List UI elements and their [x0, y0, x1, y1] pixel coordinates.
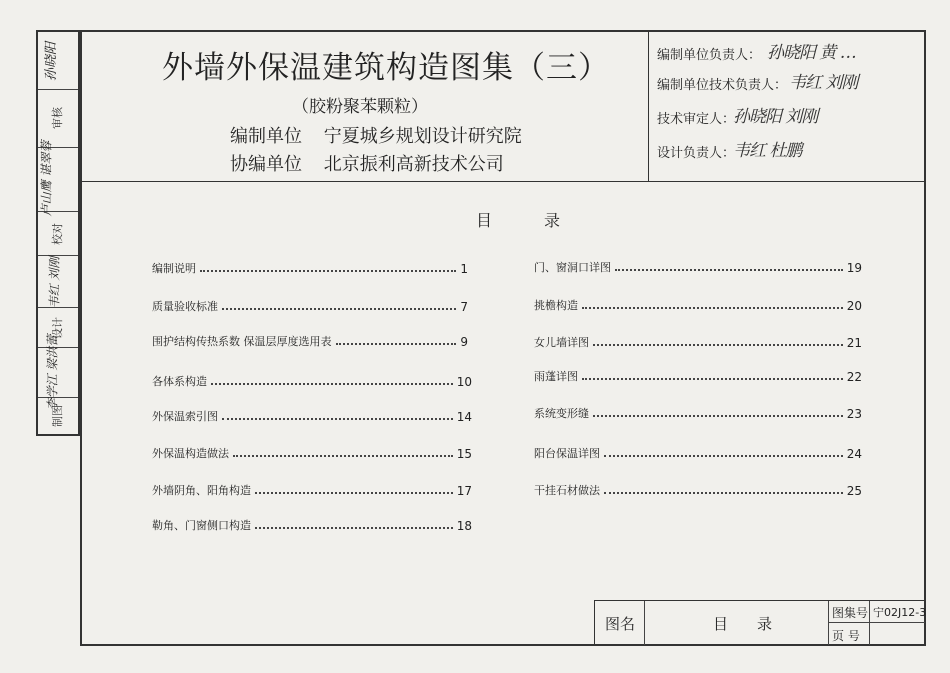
- signature-strip: [36, 30, 80, 436]
- drafter-label: 制图: [51, 405, 64, 427]
- responsible-signature: 韦红 刘刚: [789, 73, 858, 93]
- toc-entry-text: 勒角、门窗侧口构造: [152, 519, 251, 532]
- responsibles-block: [648, 32, 924, 182]
- toc-entry[interactable]: [534, 480, 862, 498]
- toc-leader-dots: [593, 415, 843, 417]
- compiler-value: 宁夏城乡规划设计研究院: [323, 126, 522, 147]
- toc-leader-dots: [615, 269, 843, 271]
- toc-entry-page: 23: [846, 407, 862, 421]
- toc-entry-page: 7: [460, 300, 468, 314]
- responsible-role: 设计负责人：: [657, 146, 736, 161]
- toc-entry-page: 24: [846, 447, 862, 461]
- toc-entry[interactable]: [534, 443, 862, 461]
- toc-entry-page: 10: [456, 375, 472, 389]
- toc-entry[interactable]: [534, 366, 862, 384]
- toc-entry-text: 各体系构造: [152, 375, 207, 388]
- toc-entry-text: 外保温构造做法: [152, 447, 229, 460]
- toc-leader-dots: [336, 343, 457, 345]
- drawing-name-value-1: 目: [713, 615, 729, 633]
- toc-entry[interactable]: [152, 258, 468, 276]
- toc-entry-page: 14: [456, 410, 472, 424]
- toc-entry[interactable]: [152, 406, 472, 424]
- drawing-frame: [80, 30, 926, 646]
- checker-label: 校对: [51, 223, 64, 245]
- toc-entry-page: 20: [846, 299, 862, 313]
- toc-entry[interactable]: [152, 331, 468, 349]
- strip-cell-reviewer: [38, 90, 78, 148]
- drawing-name-value-2: 录: [757, 615, 773, 633]
- drafter-signature: 李学江 梁洪蕾: [45, 334, 60, 411]
- title-block: [594, 600, 926, 646]
- toc-leader-dots: [211, 383, 453, 385]
- responsible-row: [657, 74, 787, 93]
- toc-leader-dots: [593, 344, 843, 346]
- toc-entry[interactable]: [152, 480, 472, 498]
- strip-cell-designer-signature: [38, 256, 78, 308]
- toc-entry-page: 17: [456, 484, 472, 498]
- toc-leader-dots: [222, 308, 456, 310]
- toc-entry[interactable]: [152, 371, 472, 389]
- responsible-row: [657, 108, 735, 127]
- title-block-name-label-cell: [595, 601, 645, 645]
- title-block-numbers: [829, 601, 925, 645]
- atlas-title: 外墙外保温建筑构造图集（三）: [162, 50, 610, 86]
- toc-entry-page: 25: [846, 484, 862, 498]
- toc-leader-dots: [222, 418, 453, 420]
- responsible-role: 技术审定人：: [657, 112, 736, 127]
- toc-entry-page: 1: [460, 262, 468, 276]
- toc-title-right: 录: [544, 211, 561, 230]
- responsible-row: [657, 142, 735, 161]
- compiler-line: [230, 122, 522, 148]
- responsible-role: 编制单位技术负责人：: [657, 78, 788, 93]
- toc-entry-page: 15: [456, 447, 472, 461]
- atlas-subtitle: （胶粉聚苯颗粒）: [292, 97, 428, 117]
- compiler-label: 编制单位: [230, 126, 302, 147]
- toc-entry-text: 编制说明: [152, 262, 196, 275]
- toc-entry-text: 女儿墙详图: [534, 336, 589, 349]
- co-compiler-line: [230, 150, 504, 176]
- responsible-signature: 韦红 杜鹏: [733, 141, 802, 161]
- responsible-signature: 孙晓阳 刘刚: [733, 107, 818, 127]
- toc-entry-text: 外墙阴角、阳角构造: [152, 484, 251, 497]
- header-block: [82, 32, 924, 182]
- responsible-signature: 孙晓阳 黄 …: [767, 43, 856, 63]
- page-number-label: 页 号: [832, 629, 860, 643]
- toc-leader-dots: [255, 492, 453, 494]
- checker-signature: 卢山鹰 谌翠蓉: [39, 140, 54, 217]
- responsible-role: 编制单位负责人：: [657, 48, 762, 63]
- toc-leader-dots: [582, 307, 843, 309]
- drawing-name-label: 图名: [605, 615, 636, 633]
- atlas-number-row: [829, 601, 925, 623]
- responsible-row: [657, 44, 761, 63]
- toc-entry-page: 21: [846, 336, 862, 350]
- toc-entry-text: 系统变形缝: [534, 407, 589, 420]
- atlas-number-label: 图集号: [832, 606, 869, 620]
- toc-entry-text: 阳台保温详图: [534, 447, 600, 460]
- strip-cell-reviewer-signature: [38, 32, 78, 90]
- toc-entry-text: 雨蓬详图: [534, 370, 578, 383]
- toc-leader-dots: [233, 455, 453, 457]
- toc-entry[interactable]: [152, 515, 472, 533]
- toc-entry[interactable]: [534, 295, 862, 313]
- designer-label: 设计: [51, 317, 64, 339]
- toc-entry[interactable]: [534, 332, 862, 350]
- toc-entry-text: 挑檐构造: [534, 299, 578, 312]
- toc-entry[interactable]: [152, 296, 468, 314]
- page-number-row: [829, 623, 925, 645]
- toc-entry-text: 干挂石材做法: [534, 484, 600, 497]
- strip-cell-checker: [38, 212, 78, 256]
- reviewer-signature: 孙晓阳: [44, 41, 60, 82]
- toc-leader-dots: [255, 527, 453, 529]
- toc-entry-page: 19: [846, 261, 862, 275]
- strip-cell-drafter: [38, 398, 78, 434]
- toc-entry-page: 22: [846, 370, 862, 384]
- toc-entry-text: 质量验收标准: [152, 300, 218, 313]
- reviewer-label: 审核: [51, 107, 64, 129]
- title-block-name-cell: [645, 601, 829, 645]
- toc-leader-dots: [604, 492, 843, 494]
- strip-cell-drafter-signature: [38, 334, 78, 411]
- toc-entry-text: 外保温索引图: [152, 410, 218, 423]
- toc-entry-text: 围护结构传热系数 保温层厚度选用表: [152, 335, 332, 348]
- co-compiler-label: 协编单位: [230, 154, 302, 175]
- toc-leader-dots: [582, 378, 843, 380]
- toc-entry-page: 9: [460, 335, 468, 349]
- strip-cell-checker-signature: [38, 140, 78, 217]
- toc-entry[interactable]: [534, 257, 862, 275]
- toc-entry-text: 门、窗洞口详图: [534, 261, 611, 274]
- co-compiler-value: 北京振利高新技术公司: [323, 154, 504, 175]
- toc-title-left: 目: [476, 211, 493, 230]
- toc-leader-dots: [604, 455, 843, 457]
- toc-entry-page: 18: [456, 519, 472, 533]
- atlas-number-value: 宁02J12-3: [873, 606, 927, 619]
- toc-leader-dots: [200, 270, 456, 272]
- designer-signature: 韦红 刘刚: [47, 256, 62, 309]
- toc-entry[interactable]: [534, 403, 862, 421]
- toc-entry[interactable]: [152, 443, 472, 461]
